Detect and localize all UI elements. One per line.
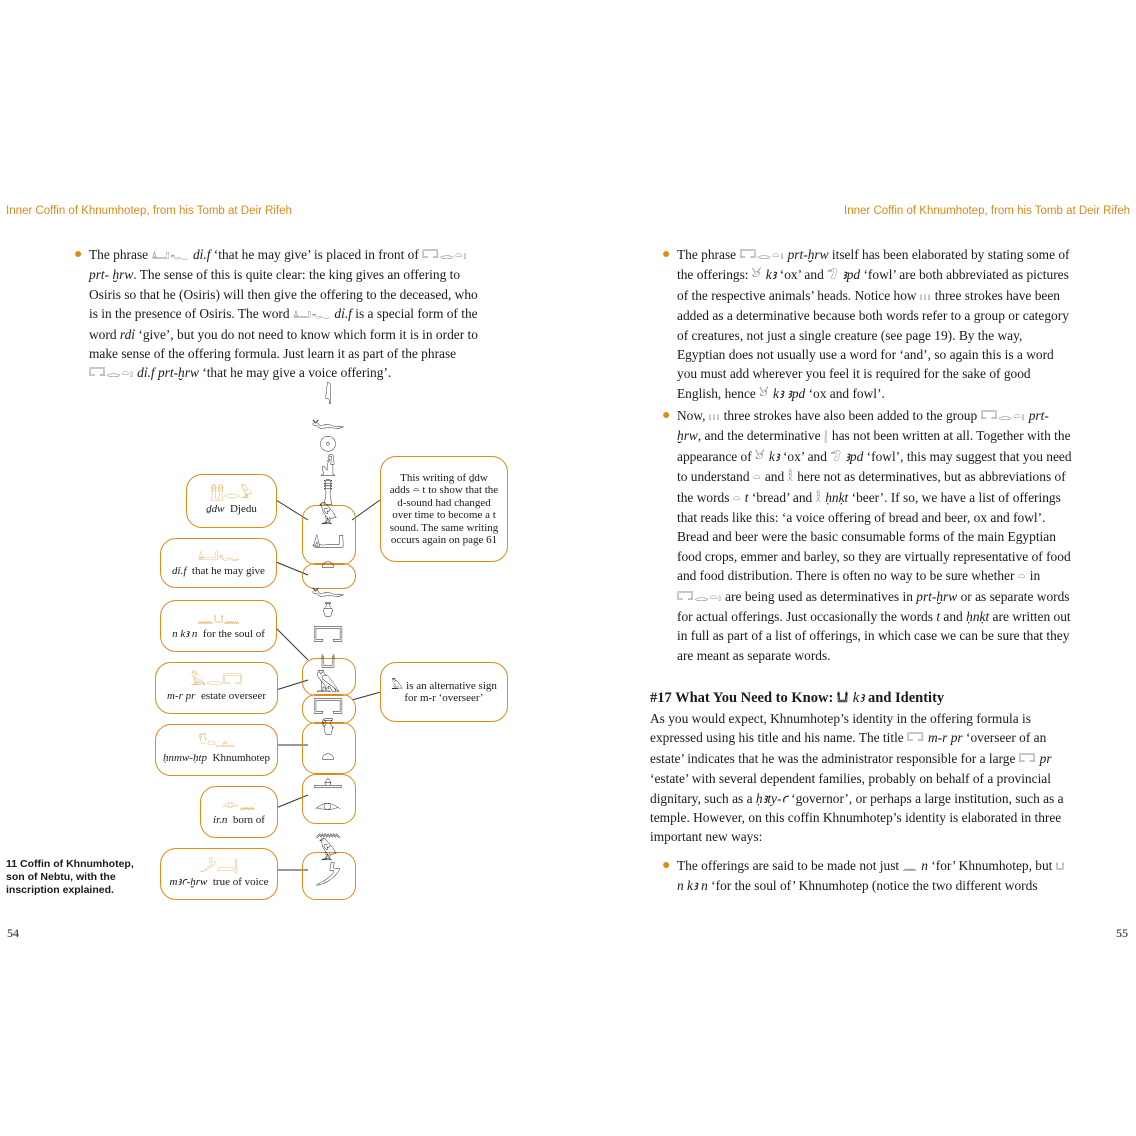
ka-arms-icon: 𓂓 xyxy=(836,687,850,706)
text-run: ‘overseer of an estate’ indicates that he was the administrator responsible for a large xyxy=(650,730,1047,766)
running-head-right: Inner Coffin of Khnumhotep, from his Tomb at Deir Rifeh xyxy=(844,205,1130,217)
bread-beer-icon: 𓏏 xyxy=(1017,569,1027,584)
text-run: has not been written at all. Together with the appearance of xyxy=(677,428,1071,464)
box-label xyxy=(172,627,265,641)
gloss: for the soul of xyxy=(202,628,265,640)
text-run: ‘fowl’, this may suggest that you need to understand xyxy=(677,448,1072,485)
ox-head-icon: 𓃾 xyxy=(751,268,763,283)
translit: mꜣꜥ-ḫrw xyxy=(169,876,208,888)
figure-note-ddw xyxy=(380,456,508,562)
maakheru-glyph-icon: 𓌳𓐙𓊤 xyxy=(199,859,239,875)
translit: n kꜣ n xyxy=(677,878,708,894)
text-run: . The sense of this is quite clear: the king gives an offering to Osiris so that he (Osiris) will then give the offering to the deceased, who is in the presence of Osiris. The word xyxy=(89,267,478,322)
translit: ḏdw xyxy=(206,503,225,515)
column-glyph-icon: 𓉐 xyxy=(312,625,344,650)
column-glyph-icon: 𓆑 xyxy=(311,409,345,434)
translit: kꜣ ꜣpd xyxy=(773,385,806,401)
translit: ḥꜣty-ꜥ xyxy=(755,790,788,806)
mr-pr-glyph-icon: 𓅓𓂋𓉐 xyxy=(190,673,243,689)
box-label xyxy=(170,875,269,889)
nkan-glyph-icon: 𓈖𓂓𓈖 xyxy=(196,611,241,627)
khnumhotep-glyph-icon: 𓎸𓏏𓊵 xyxy=(198,735,235,751)
column-glyph-icon: 𓁹 xyxy=(314,793,342,818)
gloss: Khnumhotep xyxy=(212,752,270,764)
translit: ỉr.n xyxy=(213,814,228,826)
running-head-left: Inner Coffin of Khnumhotep, from his Tomb at Deir Rifeh xyxy=(6,205,292,217)
three-strokes-icon: 𓏥 xyxy=(919,288,932,303)
three-strokes-icon: 𓏥 xyxy=(708,409,721,423)
translit: ḥnḳt xyxy=(825,489,849,505)
column-glyph-icon: 𓅓 xyxy=(315,673,341,698)
text-run: ‘beer’. If so, we have a list of offerings that reads like this: ‘a voice offering of bread and beer, ox and fowl’. Bread and beer were the basic consumable forms of the main Egyptian food crops, emmer and barley, so they are virtually representative of food and food distribution. There is often no way to be sure whether xyxy=(677,489,1071,584)
hieroglyph-prt-icon: 𓉐𓂋𓏏𓏤 xyxy=(677,589,722,604)
beer-jar-icon: 𓎛 xyxy=(787,470,794,485)
figure-box-nkan xyxy=(160,600,277,652)
translit: prt- xyxy=(1028,408,1049,423)
heading-text: and Identity xyxy=(868,690,945,706)
gloss: that he may give xyxy=(191,565,265,577)
translit: pr xyxy=(1039,750,1052,766)
bullet-dot: ● xyxy=(74,247,83,262)
heading-text: #17 What You Need to Know: xyxy=(650,690,834,706)
hieroglyph-prt-icon: 𓉐𓂋𓏏𓏤 xyxy=(739,248,785,262)
text-run: , and the determinative xyxy=(697,428,821,444)
water-n-icon: 𓈖 xyxy=(902,859,918,873)
page-number-right: 55 xyxy=(1116,926,1128,940)
text-run: here not as determinatives, but as abbreviations of the words xyxy=(677,469,1066,505)
note-text: This writing of ḏdw adds 𓏏 t to show that the d-sound had changed over time to become a t sound. The same writing occurs again on page 61 xyxy=(389,471,499,546)
column-glyph-icon: 𓌳 xyxy=(315,865,341,890)
fowl-head-icon: 𓅿 xyxy=(830,449,842,464)
box-label xyxy=(163,751,270,765)
box-label xyxy=(206,502,257,516)
text-run: The offerings are said to be made not just xyxy=(677,858,900,873)
column-glyph-icon: 𓈖 xyxy=(314,817,342,842)
hieroglyph-prt-icon: 𓉐𓂋𓏏𓏤 xyxy=(980,409,1026,423)
text-run: ‘governor’, or perhaps a large institution, such as a temple. However, on this coffin Khnumhotep’s identity is elaborated in three important new ways: xyxy=(650,790,1064,845)
text-run: Now, xyxy=(677,408,706,423)
irn-glyph-icon: 𓁹𓈖 xyxy=(222,797,256,813)
translit: t xyxy=(744,489,749,505)
translit: kꜣ xyxy=(765,267,777,283)
translit: ḥnmw-ḥtp xyxy=(163,752,208,764)
text-run: three strokes have been added as a determinative because both words refer to a group or category of creatures, not just a single creature (see page 19). By the way, Egyptian does not usually use a word for ‘and’, so again this is a word you must add wherever you feel it is required for the sake of good English, hence xyxy=(677,287,1069,401)
translit: dỉ.f xyxy=(192,247,211,262)
gloss: true of voice xyxy=(212,876,269,888)
bullet-dot: ● xyxy=(662,858,671,873)
text-run: are written out in full as part of a list of offerings, in which case we can be sure that they are meant as separate words. xyxy=(677,609,1071,663)
fowl-head-icon: 𓅿 xyxy=(827,268,839,283)
column-glyph-icon: 𓊽 xyxy=(322,481,334,506)
translit: dỉ.f xyxy=(172,565,187,577)
right-bullet-1 xyxy=(662,245,1072,404)
translit: ḫrw xyxy=(112,267,134,283)
figure-box-irn xyxy=(200,786,278,838)
column-glyph-icon: 𓆑 xyxy=(311,577,345,602)
figure-box-khnumhotep xyxy=(155,724,278,776)
translit: kꜣ xyxy=(768,448,780,464)
dif-glyph-icon: 𓂞𓆑 xyxy=(197,548,240,564)
text-run: ‘ox’ and xyxy=(779,267,824,283)
column-glyph-icon: 𓂞 xyxy=(311,529,345,554)
bullet-dot: ● xyxy=(662,408,671,423)
text-run: or as separate words for actual offerings. Just occasionally the words xyxy=(677,588,1070,625)
translit: prt-ḫrw xyxy=(787,247,829,262)
translit: ꜣpd xyxy=(841,267,861,283)
column-glyph-icon: 𓀭 xyxy=(320,457,336,482)
translit: kꜣ xyxy=(852,690,865,706)
translit: prt- xyxy=(89,267,110,283)
text-run: The phrase xyxy=(89,247,149,262)
gloss: Djedu xyxy=(229,503,257,515)
hieroglyph-di-prt-icon: 𓉐𓂋𓏏𓏤 xyxy=(89,366,134,381)
translit: ꜣpd xyxy=(845,448,864,464)
djedu-glyph-icon: 𓊽𓊽𓂋𓅱 xyxy=(210,486,253,502)
ka-arms-icon: 𓂓 xyxy=(1055,859,1066,873)
translit: prt-ḫrw xyxy=(916,588,958,604)
ox-fowl-icon: 𓃾 xyxy=(759,386,770,401)
figure-box-mr-pr xyxy=(155,662,278,714)
text-run: is a special form of the word xyxy=(89,306,478,342)
column-glyph-icon: 𓇳 xyxy=(319,433,337,458)
text-run: ‘that he may give a voice offering’. xyxy=(202,365,392,381)
translit: n xyxy=(921,858,928,873)
column-glyph-icon: 𓂓 xyxy=(320,649,336,674)
figure-box-djedu xyxy=(186,474,277,528)
text-run: ‘fowl’ are both abbreviated as pictures of the respective animals’ heads. Notice how xyxy=(677,267,1069,303)
column-glyph-icon: 𓅱 xyxy=(318,505,338,530)
section-heading xyxy=(650,682,944,708)
page-number-left: 54 xyxy=(7,926,19,940)
hieroglyph-di-f-icon: 𓂞𓆑 xyxy=(292,307,332,322)
translit: n kꜣ n xyxy=(172,628,198,640)
column-glyph-icon: 𓏊 xyxy=(322,601,334,626)
text-run: in xyxy=(1029,568,1041,584)
column-glyph-icon: 𓉐 xyxy=(312,697,344,722)
right-bullet-2 xyxy=(662,406,1072,665)
text-run: are being used as determinatives in xyxy=(725,588,913,604)
translit: t xyxy=(936,609,941,625)
text-run: three strokes have also been added to the group xyxy=(723,408,978,423)
column-glyph-icon: 𓏏 xyxy=(321,553,335,578)
text-run: itself has been elaborated by stating some of the offerings: xyxy=(677,247,1070,283)
column-glyph-icon: 𓏏 xyxy=(321,745,335,770)
translit: ḫrw xyxy=(677,428,698,444)
gloss: estate overseer xyxy=(200,690,266,702)
figure-caption: 11 Coffin of Khnumhotep, son of Nebtu, with the inscription explained. xyxy=(6,858,134,896)
bullet-dot: ● xyxy=(662,247,671,262)
hieroglyph-prt-icon: 𓉐𓂋𓏏𓏤 xyxy=(422,248,467,262)
box-label xyxy=(167,689,266,703)
overseer-icon: 𓉐 xyxy=(907,731,925,746)
house-icon: 𓉐 xyxy=(1018,751,1037,766)
hieroglyph-column xyxy=(302,386,354,898)
text-run: As you would expect, Khnumhotep’s identity in the offering formula is expressed using his title and his name. The title xyxy=(650,711,1031,746)
translit: dỉ.f xyxy=(334,306,352,322)
figure-box-maakheru xyxy=(160,848,278,900)
text-run: ‘bread’ and xyxy=(751,489,813,505)
figure-box-dif xyxy=(160,538,277,588)
box-label xyxy=(172,564,265,578)
figure-note-mr xyxy=(380,662,508,722)
box-label xyxy=(213,813,265,827)
determinative-icon: 𓊤 xyxy=(823,429,829,444)
text-run: and xyxy=(943,609,963,625)
text-run: ‘estate’ with several dependent families, probably on behalf of a provincial dignitary, such as a xyxy=(650,771,1051,806)
text-run: ‘for the soul of’ Khnumhotep (notice the two different words xyxy=(711,878,1038,894)
bread-icon: 𓏏 xyxy=(752,470,762,485)
translit: ḥnḳt xyxy=(966,609,990,625)
translit: m-r pr xyxy=(167,690,196,702)
translit: dỉ.f prt-ḫrw xyxy=(137,365,199,381)
column-glyph-icon: 𓅱 xyxy=(318,841,338,866)
bread-icon: 𓏏 xyxy=(732,490,742,505)
column-glyph-icon: 𓇋 xyxy=(324,385,332,410)
text-run: ‘ox and fowl’. xyxy=(808,385,885,401)
text-run: ‘for’ Khnumhotep, but xyxy=(931,858,1053,873)
text-run: ‘give’, but you do not need to know which form it is in order to make sense of the offering formula. Just learn it as part of the phrase xyxy=(89,326,478,362)
right-bullet-3 xyxy=(662,856,1072,896)
text-run: ‘ox’ and xyxy=(782,448,827,464)
column-glyph-icon: 𓊵 xyxy=(313,769,343,794)
translit: m-r pr xyxy=(928,730,963,746)
text-run: The phrase xyxy=(677,247,737,262)
gloss: born of xyxy=(232,814,265,826)
column-glyph-icon: 𓎸 xyxy=(321,721,335,746)
identity-paragraph xyxy=(650,709,1072,847)
beer-jar-icon: 𓎛 xyxy=(815,490,822,505)
translit: rdỉ xyxy=(119,326,136,342)
text-run: and xyxy=(764,469,785,485)
ox-head-icon: 𓃾 xyxy=(755,449,766,464)
hieroglyph-di-f-icon: 𓂞𓆑 xyxy=(151,248,190,262)
text-run: ‘that he may give’ is placed in front of xyxy=(213,247,419,262)
note-text: 𓅓 is an alternative sign for m-r ‘overseer’ xyxy=(391,679,497,704)
